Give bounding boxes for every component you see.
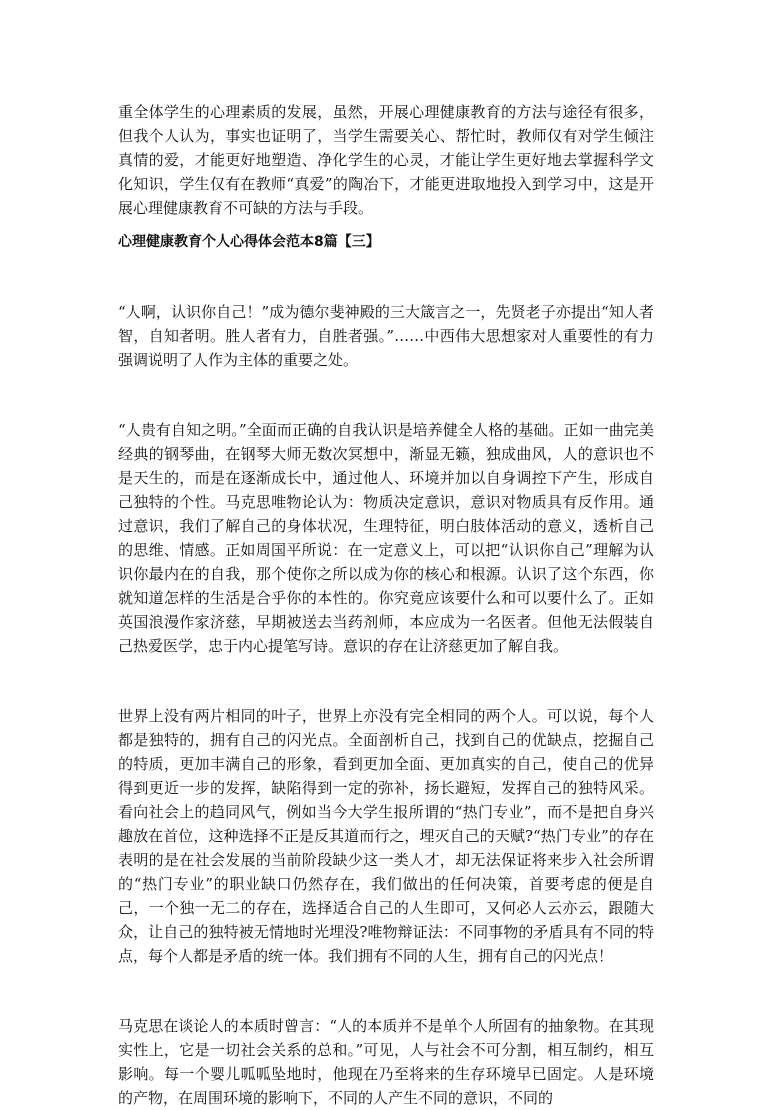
body-paragraph-4: 马克思在谈论人的本质时曾言：“人的本质并不是单个人所固有的抽象物。在其现实性上，它是一切社会关系的总和。”可见，人与社会不可分割，相互制约，相互影响。每一个婴儿呱呱坠地时，他现在乃至将来的生存环境早已固定。人是环境的产物，在周围环境的影响下，不同的人产生不同的意识，不同的: [118, 1017, 654, 1107]
document-page: [118, 100, 654, 1110]
body-paragraph-3: 世界上没有两片相同的叶子，世界上亦没有完全相同的两个人。可以说，每个人都是独特的，拥有自己的闪光点。全面剖析自己，找到自己的优缺点，挖掘自己的特质，更加丰满自己的形象，看到更加全面、更加真实的自己，使自己的优异得到更近一步的发挥，缺陷得到一定的弥补，扬长避短，发挥自己的独特风采。看向社会上的趋同风气，例如当今大学生报所谓的“热门专业”，而不是把自身兴趣放在首位，这种选择不正是反其道而行之，埋灭自己的天赋?“热门专业”的存在表明的是在社会发展的当前阶段缺少这一类人才，却无法保证将来步入社会所谓的“热门专业”的职业缺口仍然存在，我们做出的任何决策，首要考虑的便是自己，一个独一无二的存在，选择适合自己的人生即可，又何必人云亦云，跟随大众，让自己的独特被无情地时光埋没?唯物辩证法：不同事物的矛盾具有不同的特点，每个人都是矛盾的统一体。我们拥有不同的人生，拥有自己的闪光点！: [118, 707, 654, 965]
section-heading: 心理健康教育个人心得体会范本8篇【三】: [118, 234, 380, 250]
body-paragraph-2: “人贵有自知之明。”全面而正确的自我认识是培养健全人格的基础。正如一曲完美经典的钢琴曲，在钢琴大师无数次冥想中，渐显无籁，独成曲风，人的意识也不是天生的，而是在逐渐成长中，通过他人、环境并加以自身调控下产生，形成自己独特的个性。马克思唯物论认为：物质决定意识，意识对物质具有反作用。通过意识，我们了解自己的身体状况，生理特征，明白肢体活动的意义，透析自己的思维、情感。正如周国平所说：在一定意义上，可以把“认识你自己”理解为认识你最内在的自我，那个使你之所以成为你的核心和根源。认识了这个东西，你就知道怎样的生活是合乎你的本性的。你究竟应该要什么和可以要什么了。正如英国浪漫作家济慈，早期被送去当药剂师，本应成为一名医者。但他无法假装自己热爱医学，忠于内心提笔写诗。意识的存在让济慈更加了解自我。: [118, 421, 654, 655]
body-paragraph-1: “人啊，认识你自己！”成为德尔斐神殿的三大箴言之一，先贤老子亦提出“知人者智，自知者明。胜人者有力，自胜者强。”……中西伟大思想家对人重要性的有力强调说明了人作为主体的重要之处。: [118, 303, 654, 369]
intro-paragraph: 重全体学生的心理素质的发展，虽然，开展心理健康教育的方法与途径有很多，但我个人认为，事实也证明了，当学生需要关心、帮忙时，教师仅有对学生倾注真情的爱，才能更好地塑造、净化学生的心灵，才能让学生更好地去掌握科学文化知识，学生仅有在教师“真爱”的陶冶下，才能更进取地投入到学习中，这是开展心理健康教育不可缺的方法与手段。: [118, 103, 654, 217]
